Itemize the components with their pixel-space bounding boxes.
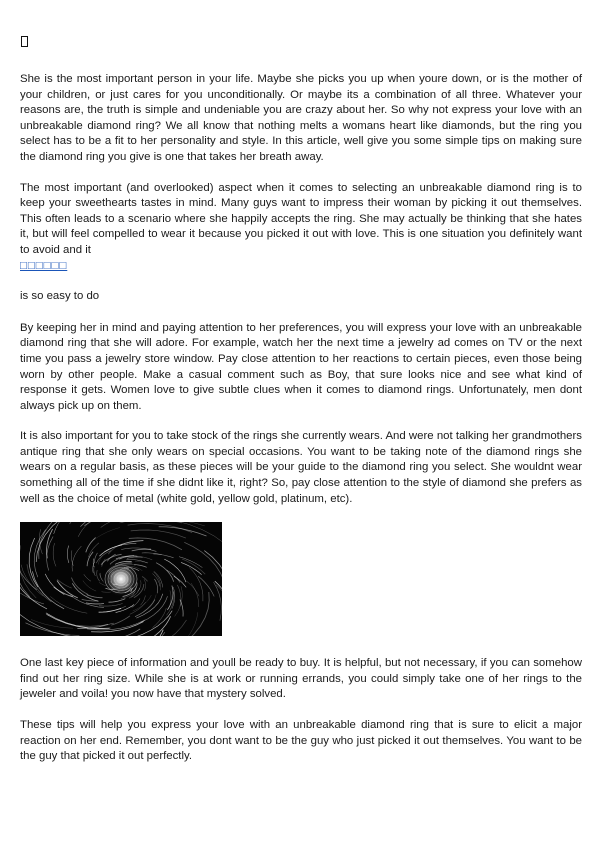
paragraph-current-rings: It is also important for you to take stock of the rings she currently wears. And were not talking her grandmothers antique ring that she only wears on special occasions. You want to be taking note of the diamond rings she wears on a regular basis, as these pieces will be your guide to the diamond ring you select. She wouldnt wear something all of the time if she didnt like it, right? So, pay close attention to the style of diamond she prefers as well as the choice of metal (white gold, yellow gold, platinum, etc).	[20, 430, 582, 505]
spiral-streak	[127, 557, 143, 558]
spiral-streak	[184, 543, 222, 582]
spiral-streak	[130, 602, 146, 614]
spiral-streak	[153, 554, 173, 558]
spiral-streak	[87, 595, 103, 598]
spiral-streak	[144, 579, 146, 591]
spiral-streak	[198, 576, 214, 596]
article	[20, 36, 582, 780]
spiral-streak	[154, 572, 163, 588]
spiral-streak	[27, 565, 52, 603]
spiral-streak	[111, 616, 130, 625]
paragraph-tastes	[20, 181, 582, 275]
spiral-streak	[179, 557, 202, 568]
spiral-streak	[132, 549, 151, 551]
spiral-streak	[106, 606, 126, 612]
spiral-streak	[189, 568, 203, 602]
spiral-streak	[87, 552, 93, 566]
paragraph-intro: She is the most important person in your life. Maybe she picks you up when youre down, or is the mother of your children, or just cares for you unconditionally. Or maybe its a combination of all three. Whatever your reasons are, the truth is simple and undeniable you are crazy about her. So why not express your love with an unbreakable diamond ring? We all know that nothing melts a womans heart like diamonds, but the ring you select has to be a fit to her personality and style. In this article, well give you some simple tips on making sure the diamond ring you give is one that takes her breath away.	[20, 73, 582, 163]
spiral-streak	[84, 575, 91, 582]
spiral-streak	[77, 623, 114, 626]
spiral-streak	[89, 528, 120, 545]
spiral-streak	[94, 566, 96, 576]
spiral-tunnel-image	[20, 522, 222, 636]
spiral-streak	[154, 579, 157, 593]
paragraph-preferences: By keeping her in mind and paying attention to her preferences, you will express your love with an unbreakable diamond ring that she will adore. For example, watch her the next time a jewelry ad comes on TV or the next time you pass a jewelry store window. Pay close attention to her reactions to certain pieces, even those being worn by other people. Make a casual comment such as Boy, that sure looks nice and see what kind of response it gets. Women love to give subtle clues when it comes to diamond rings. Unfortunately, men dont always pick up on them.	[20, 321, 582, 412]
spiral-streak	[177, 585, 181, 607]
spiral-streak	[67, 546, 69, 563]
spiral-streak	[116, 605, 134, 613]
spiral-streak	[185, 592, 209, 636]
spiral-streak	[99, 609, 122, 613]
spiral-streak	[191, 583, 199, 607]
spiral-streak	[93, 559, 94, 567]
header-glyph-box	[21, 36, 28, 47]
spiral-core	[103, 561, 139, 597]
spiral-streak	[167, 586, 173, 611]
spiral-streak	[36, 522, 73, 562]
missing-glyph-icon	[20, 36, 582, 72]
spiral-streak	[53, 543, 56, 566]
spiral-streak	[152, 574, 160, 587]
spiral-streak	[159, 527, 207, 536]
spiral-streak	[214, 582, 222, 621]
spiral-streak	[94, 553, 97, 563]
spiral-streak	[88, 543, 99, 557]
spiral-streak	[120, 522, 183, 523]
spiral-streak	[93, 562, 95, 573]
spiral-streak	[83, 581, 96, 592]
spiral-streak	[132, 599, 140, 608]
spiral-streak	[134, 565, 147, 568]
paragraph-easy: is so easy to do	[20, 290, 100, 303]
paragraph-tastes-text: The most important (and overlooked) aspect when it comes to selecting an unbreakable diamond ring is to keep your sweethearts tastes in mind. Many guys want to impress their woman by picking it out themselves. This often leads to a scenario where she happily accepts the ring. She may actually be thinking that she hates it, but will feel compelled to wear it because you picked it out with love. This is one situation you definitely want to avoid and it	[20, 181, 582, 256]
spiral-streak	[20, 614, 91, 637]
spiral-streak	[109, 599, 126, 603]
spiral-streak	[128, 556, 153, 560]
spiral-streak	[86, 603, 104, 604]
spiral-streak	[100, 574, 103, 581]
spiral-streak	[50, 597, 87, 614]
spiral-streak	[54, 522, 75, 534]
spiral-streak	[45, 574, 64, 595]
spiral-graphic	[20, 522, 222, 636]
spiral-streak	[72, 546, 81, 571]
paragraph-ring-size: One last key piece of information and youll be ready to buy. It is helpful, but not necessary, if you can somehow find out her ring size. While she is at work or running errands, you could simply take one of her rings to the jeweler and voila! you now have that mystery solved.	[20, 657, 582, 701]
spiral-streak	[175, 587, 183, 617]
inline-link[interactable]: □□□□□□	[20, 259, 68, 272]
spiral-streak	[187, 581, 200, 596]
spiral-streak	[97, 570, 100, 581]
spiral-streak	[131, 530, 186, 538]
paragraph-conclusion: These tips will help you express your love with an unbreakable diamond ring that is sure to elicit a major reaction on her end. Remember, you dont want to be the guy who just picked it out themselves. You want to be the guy that picked it out perfectly.	[20, 719, 582, 763]
